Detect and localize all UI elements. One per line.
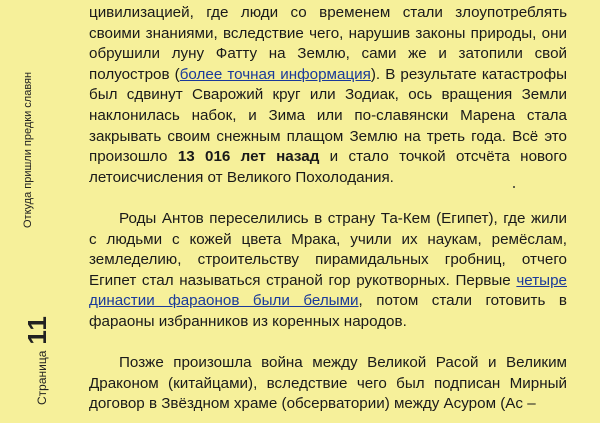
white-pharaohs-link[interactable]: четыре династии фараонов были белыми — [89, 271, 567, 310]
paragraph-1-text-a: цивилизацией, где люди со временем стали злоупотреблять своими знаниями, вследствие чего, нарушив законы природы, они обрушили луну Фатту на Землю, сами же и затопили свой полуостров ( — [89, 4, 567, 83]
page-label: Страница — [35, 350, 49, 405]
article-body — [89, 3, 567, 415]
page-number-block — [22, 315, 53, 405]
page-number: 11 — [22, 315, 52, 345]
running-title: Откуда пришли предки славян — [22, 71, 34, 228]
paragraph-1-text-b: ). В результате катастрофы был сдвинут Сварожий круг или Зодиак, ось вращения Земли наклонилась набок, и Зима или по-славянски Марена стала закрывать своим снежным плащом Землю на треть года. Всё это произошло — [89, 65, 568, 166]
stray-dot — [513, 186, 515, 188]
more-accurate-info-link[interactable]: более точная информация — [179, 65, 371, 83]
years-ago-highlight: 13 016 лет назад — [177, 148, 320, 166]
paragraph-2 — [89, 209, 567, 333]
paragraph-1-text-c: и стало точкой отсчёта нового летоисчисления от Великого Похолодания. — [89, 148, 568, 186]
paragraph-1 — [89, 3, 567, 188]
paragraph-2-text-b: , потом стали готовить в фараоны избранников из коренных народов. — [89, 292, 567, 330]
paragraph-2-text-a: Роды Антов переселились в страну Та-Кем (Египет), где жили с людьми с кожей цвета Мрака, учили их наукам, ремёслам, земледелию, строительству пирамидальных гробниц, отчего Египет стал называться страной гор рукотворных. Первые — [89, 209, 567, 289]
paragraph-3: Позже произошла война между Великой Расой и Великим Драконом (китайцами), вследствие чего был подписан Мирный договор в Звёздном храме (обсерватории) между Асуром (Ас – — [89, 354, 567, 413]
